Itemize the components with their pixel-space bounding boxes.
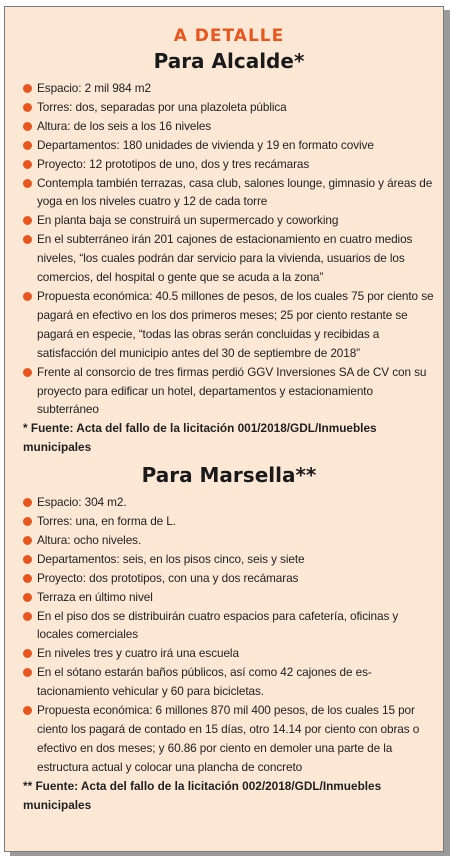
- list-item: Frente al consorcio de tres firmas perdió GGV Inversiones SA de CV con su proyecto para edificar un hotel, departamentos y estacionamiento subterráneo: [23, 363, 435, 420]
- bullet-dot-icon: [23, 179, 32, 188]
- list-item: Proyecto: dos prototipos, con una y dos recámaras: [23, 569, 435, 588]
- list-item: Espacio: 304 m2.: [23, 493, 435, 512]
- bullet-dot-icon: [23, 574, 32, 583]
- bullet-dot-icon: [23, 216, 32, 225]
- panel-content: [23, 25, 435, 815]
- list-item: En planta baja se construirá un supermercado y coworking: [23, 211, 435, 230]
- bullet-dot-icon: [23, 122, 32, 131]
- bullet-dot-icon: [23, 235, 32, 244]
- list-item: Propuesta económica: 40.5 millones de pesos, de los cuales 75 por ciento se pagará en efectivo en los dos primeros meses; 25 por ciento restante se pagará en especie, “todas las obras serán concluidas y recibidas a satisfacción del municipio antes del 30 de septiembre de 2018”: [23, 287, 435, 363]
- list-item: Departamentos: 180 unidades de vivienda y 19 en formato covive: [23, 136, 435, 155]
- list-item: En el subterráneo irán 201 cajones de estacionamiento en cuatro medios niveles, “los cuales podrán dar servicio para la vivienda, usuarios de los comercios, del hospital o gente que se acuda a la zona”: [23, 230, 435, 287]
- section-title-marsella: Para Marsella**: [141, 463, 317, 488]
- list-item: Torres: una, en forma de L.: [23, 512, 435, 531]
- bullet-dot-icon: [23, 517, 32, 526]
- bullet-dot-icon: [23, 141, 32, 150]
- section-title-alcalde: Para Alcalde*: [153, 49, 305, 73]
- list-item: Propuesta económica: 6 millones 870 mil 400 pesos, de los cuales 15 por ciento los pagará de contado en 15 días, otro 14.14 por ciento con obras o efectivo en dos meses; y 60.86 por ciento en demoler una parte de la estructura actual y colocar una plancha de concreto: [23, 701, 435, 777]
- source-note-alcalde: * Fuente: Acta del fallo de la licitación 001/2018/GDL/Inmuebles municipales: [23, 421, 377, 455]
- list-item: Espacio: 2 mil 984 m2: [23, 79, 435, 98]
- list-item: Departamentos: seis, en los pisos cinco, seis y siete: [23, 550, 435, 569]
- source-note-marsella: ** Fuente: Acta del fallo de la licitación 002/2018/GDL/Inmuebles municipales: [23, 778, 382, 812]
- bullet-dot-icon: [23, 84, 32, 93]
- bullet-dot-icon: [23, 668, 32, 677]
- list-item: Terraza en último nivel: [23, 588, 435, 607]
- bullet-dot-icon: [23, 103, 32, 112]
- bullet-dot-icon: [23, 612, 32, 621]
- bullet-dot-icon: [23, 292, 32, 301]
- bullet-dot-icon: [23, 368, 32, 377]
- info-panel: [4, 6, 444, 852]
- bullet-dot-icon: [23, 536, 32, 545]
- list-item: Proyecto: 12 prototipos de uno, dos y tres recámaras: [23, 155, 435, 174]
- list-item: Altura: de los seis a los 16 niveles: [23, 117, 435, 136]
- bullet-dot-icon: [23, 593, 32, 602]
- bullet-dot-icon: [23, 706, 32, 715]
- list-item: En el piso dos se distribuirán cuatro espacios para cafetería, oficinas y locales comerciales: [23, 607, 435, 645]
- bullet-dot-icon: [23, 649, 32, 658]
- bullet-dot-icon: [23, 160, 32, 169]
- list-item: Altura: ocho niveles.: [23, 531, 435, 550]
- list-item: En el sótano estarán baños públicos, así como 42 cajones de estacionamiento vehicular y 60 para bicicletas.: [23, 663, 435, 701]
- bullet-dot-icon: [23, 555, 32, 564]
- bullet-list-alcalde: [23, 79, 435, 419]
- bullet-list-marsella: [23, 493, 435, 777]
- list-item: En niveles tres y cuatro irá una escuela: [23, 644, 435, 663]
- kicker-heading: A DETALLE: [173, 26, 285, 46]
- bullet-dot-icon: [23, 498, 32, 507]
- list-item: Contempla también terrazas, casa club, salones lounge, gimnasio y áreas de yoga en los niveles cuatro y 12 de cada torre: [23, 174, 435, 212]
- list-item: Torres: dos, separadas por una plazoleta pública: [23, 98, 435, 117]
